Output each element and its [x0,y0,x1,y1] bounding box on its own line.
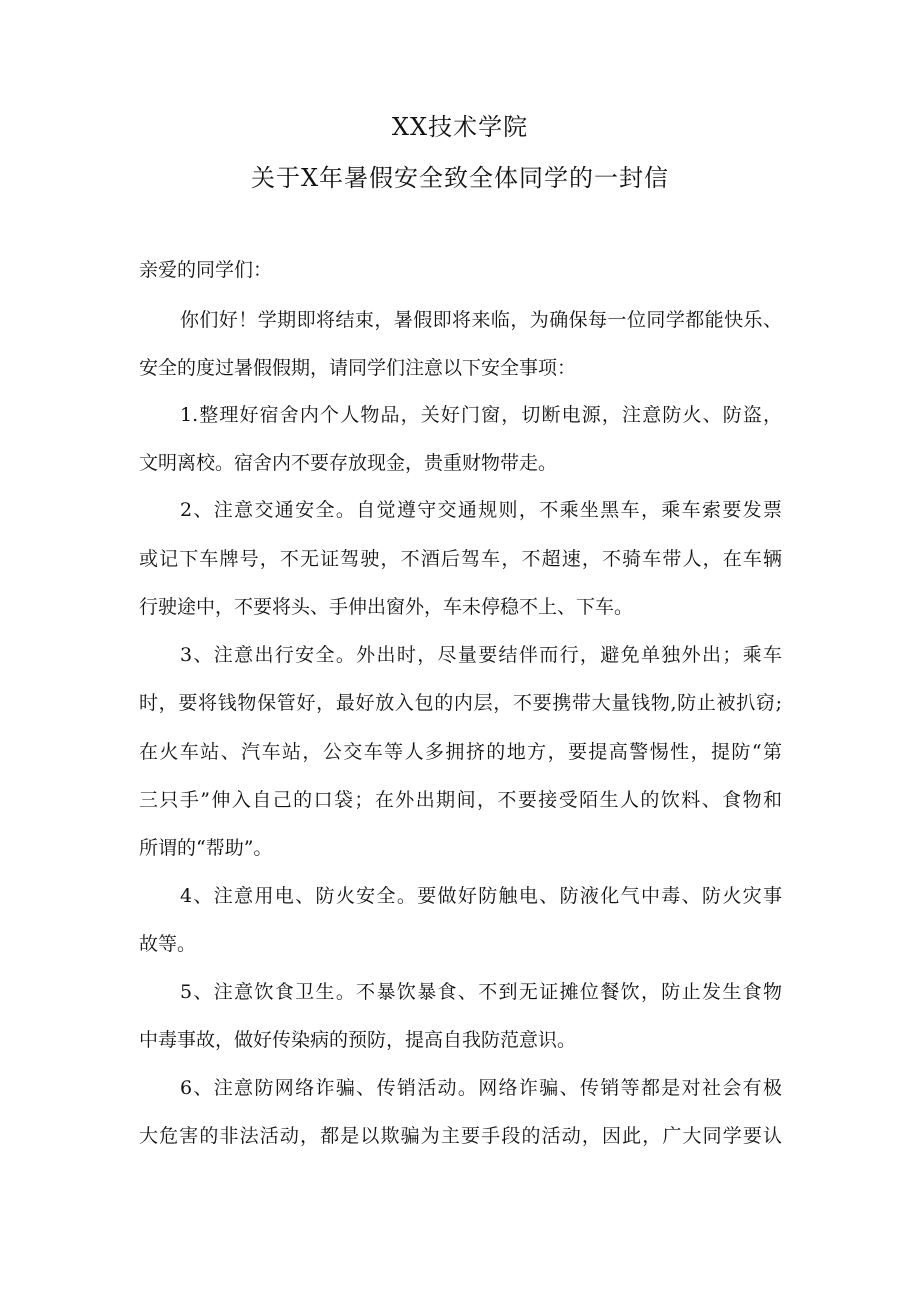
item-3-line-3: 在火车站、汽车站，公交车等人多拥挤的地方，要提高警惕性，提防“第 [139,741,782,763]
greeting: 亲爱的同学们： [139,259,273,281]
item-3-line-2: 时，要将钱物保管好，最好放入包的内层，不要携带大量钱物,防止被扒窃; [139,692,782,714]
item-5-line-2: 中毒事故，做好传染病的预防，提高自我防范意识。 [139,1029,577,1051]
item-1-line-2: 文明离校。宿舍内不要存放现金，贵重财物带走。 [139,452,558,474]
item-4-line-2: 故等。 [139,933,197,955]
item-3-line-4: 三只手”伸入自己的口袋；在外出期间，不要接受陌生人的饮料、食物和 [139,789,782,811]
item-1-line-1: 1.整理好宿舍内个人物品，关好门窗，切断电源，注意防火、防盗， [180,404,782,426]
item-6-line-2: 大危害的非法活动，都是以欺骗为主要手段的活动，因此，广大同学要认 [139,1125,782,1147]
item-2-line-1: 2、注意交通安全。自觉遵守交通规则，不乘坐黑车，乘车索要发票 [180,499,782,521]
item-2-line-3: 行驶途中，不要将头、手伸出窗外，车未停稳不上、下车。 [139,596,634,618]
item-3-line-5: 所谓的“帮助”。 [139,837,273,859]
item-3-line-1: 3、注意出行安全。外出时，尽量要结伴而行，避免单独外出；乘车 [180,644,782,666]
item-4-line-1: 4、注意用电、防火安全。要做好防触电、防液化气中毒、防火灾事 [180,885,782,907]
letter-title: 关于X年暑假安全致全体同学的一封信 [250,164,670,192]
item-5-line-1: 5、注意饮食卫生。不暴饮暴食、不到无证摊位餐饮，防止发生食物 [180,981,782,1003]
para-intro-line-1: 你们好！学期即将结束，暑假即将来临，为确保每一位同学都能快乐、 [180,309,782,331]
item-2-line-2: 或记下车牌号，不无证驾驶，不酒后驾车，不超速，不骑车带人，在车辆 [139,548,782,570]
para-intro-line-2: 安全的度过暑假假期，请同学们注意以下安全事项： [139,357,577,379]
school-name-title: XX技术学院 [391,113,529,141]
item-6-line-1: 6、注意防网络诈骗、传销活动。网络诈骗、传销等都是对社会有极 [180,1077,782,1099]
